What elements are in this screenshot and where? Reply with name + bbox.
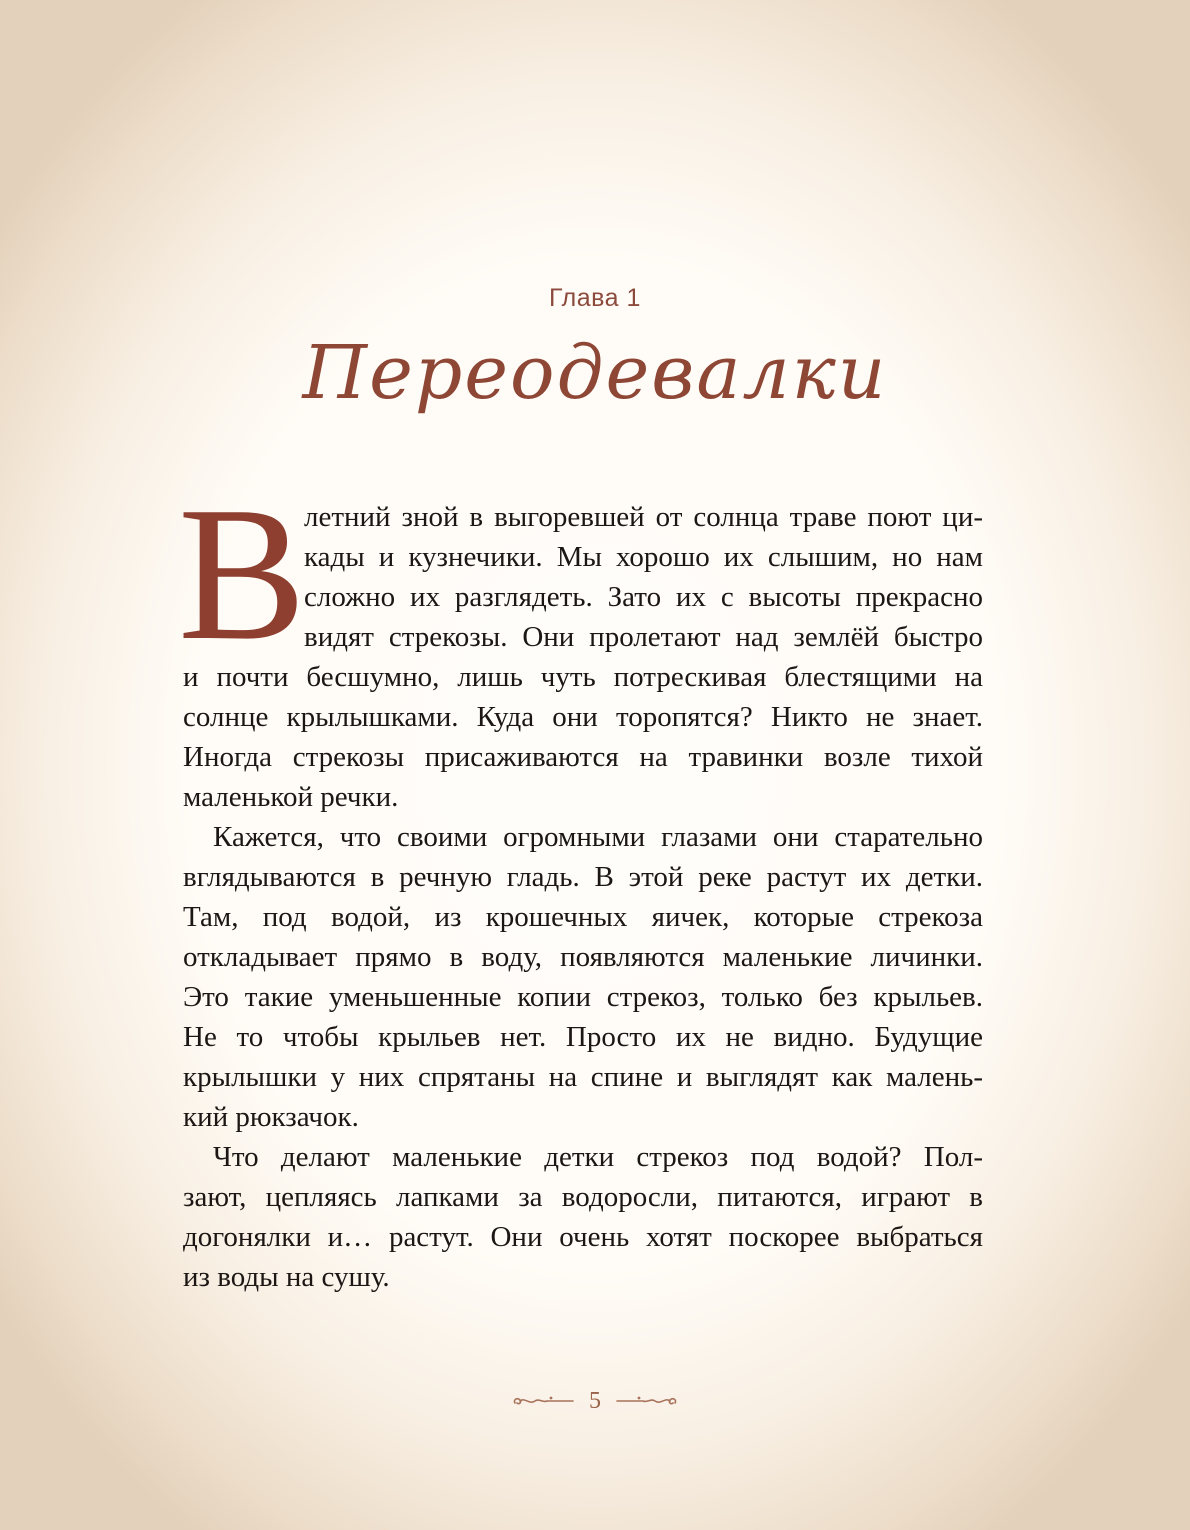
text-line: и почти бесшумно, лишь чуть потрескивая блестящими на [183, 661, 983, 693]
text-line: маленькой речки. [183, 781, 399, 813]
text-line: Это такие уменьшенные копии стрекоз, только без крыльев. [183, 981, 983, 1013]
chapter-title: Переодевалки [302, 330, 888, 416]
text-line: откладывает прямо в воду, появляются маленькие личинки. [183, 941, 983, 973]
text-line: зают, цепляясь лапками за водоросли, питаются, играют в [183, 1181, 983, 1213]
page-number: 5 [589, 1387, 601, 1414]
text-line: крылышки у них спрятаны на спине и выглядят как малень- [183, 1061, 983, 1093]
text-line: из воды на сушу. [183, 1261, 390, 1293]
text-line: Там, под водой, из крошечных яичек, которые стрекоза [183, 901, 983, 933]
text-line: видят стрекозы. Они пролетают над землёй быстро [304, 621, 983, 653]
flourish-ornament-icon [511, 1391, 575, 1411]
text-line: кады и кузнечики. Мы хорошо их слышим, но нам [304, 541, 983, 573]
text-line: Что делают маленькие детки стрекоз под водой? Пол- [213, 1141, 983, 1173]
text-line: Кажется, что своими огромными глазами они старательно [213, 821, 983, 853]
chapter-body [183, 497, 983, 1297]
text-line: Иногда стрекозы присаживаются на травинки возле тихой [183, 741, 983, 773]
text-line: догонялки и… растут. Они очень хотят поскорее выбраться [183, 1221, 983, 1253]
text-line: вглядываются в речную гладь. В этой реке растут их детки. [183, 861, 983, 893]
text-line: солнце крылышками. Куда они торопятся? Никто не знает. [183, 701, 983, 733]
text-line: Не то чтобы крыльев нет. Просто их не видно. Будущие [183, 1021, 983, 1053]
page-footer [0, 1386, 1190, 1416]
text-line: кий рюкзачок. [183, 1101, 359, 1133]
text-line: сложно их разглядеть. Зато их с высоты прекрасно [304, 581, 983, 613]
chapter-label: Глава 1 [549, 284, 641, 312]
text-line: летний зной в выгоревшей от солнца траве поют ци- [304, 501, 983, 533]
drop-cap: В [178, 467, 307, 680]
flourish-ornament-icon [615, 1391, 679, 1411]
